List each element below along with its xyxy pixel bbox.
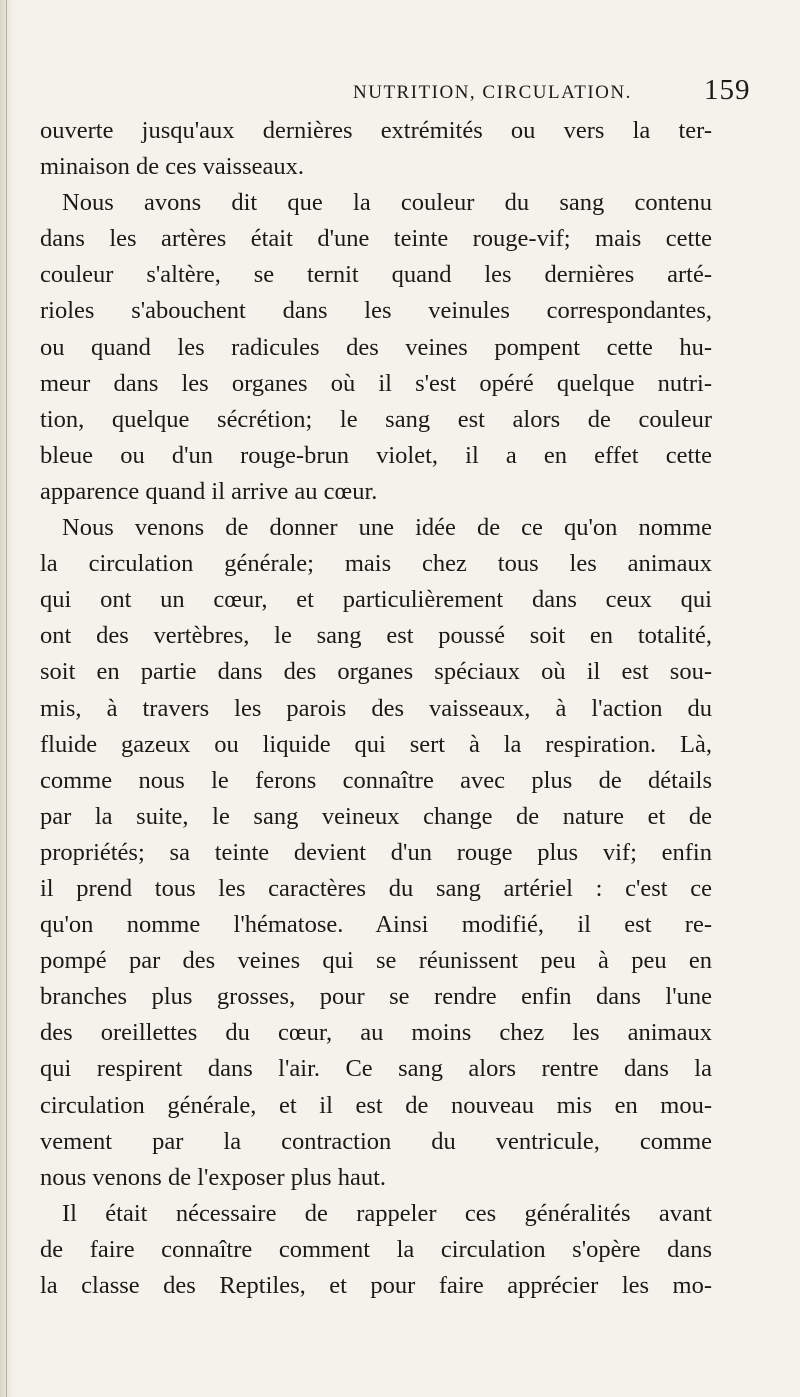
text-line: Nous avons dit que la couleur du sang contenu bbox=[62, 189, 712, 217]
text-line: branches plus grosses, pour se rendre enfin dans l'une bbox=[40, 983, 712, 1011]
text-line: ou quand les radicules des veines pompent cette hu- bbox=[40, 333, 712, 361]
text-line: il prend tous les caractères du sang artériel : c'est ce bbox=[40, 874, 712, 902]
text-line: circulation générale, et il est de nouveau mis en mou- bbox=[40, 1091, 712, 1119]
text-line: qui ont un cœur, et particulièrement dans ceux qui bbox=[40, 586, 712, 614]
text-line: Nous venons de donner une idée de ce qu'on nomme bbox=[62, 514, 712, 542]
text-line: fluide gazeux ou liquide qui sert à la respiration. Là, bbox=[40, 730, 712, 758]
text-line: la circulation générale; mais chez tous les animaux bbox=[40, 550, 712, 578]
text-line: de faire connaître comment la circulation s'opère dans bbox=[40, 1235, 712, 1263]
text-line: pompé par des veines qui se réunissent peu à peu en bbox=[40, 947, 712, 975]
running-title: NUTRITION, CIRCULATION. bbox=[353, 82, 632, 103]
text-line: Il était nécessaire de rappeler ces généralités avant bbox=[62, 1199, 712, 1227]
text-line: mis, à travers les parois des vaisseaux, à l'action du bbox=[40, 694, 712, 722]
text-line: rioles s'abouchent dans les veinules correspondantes, bbox=[40, 297, 712, 325]
text-line: par la suite, le sang veineux change de nature et de bbox=[40, 802, 712, 830]
text-line: comme nous le ferons connaître avec plus de détails bbox=[40, 766, 712, 794]
text-line: couleur s'altère, se ternit quand les dernières arté- bbox=[40, 261, 712, 289]
text-line: dans les artères était d'une teinte rouge-vif; mais cette bbox=[40, 225, 712, 253]
text-line: vement par la contraction du ventricule, comme bbox=[40, 1127, 712, 1155]
page-number: 159 bbox=[704, 74, 751, 106]
text-line: qui respirent dans l'air. Ce sang alors rentre dans la bbox=[40, 1055, 712, 1083]
binding-line bbox=[6, 0, 7, 1397]
text-line: apparence quand il arrive au cœur. bbox=[40, 477, 378, 505]
text-line: ouverte jusqu'aux dernières extrémités ou vers la ter- bbox=[40, 117, 712, 144]
text-line: la classe des Reptiles, et pour faire apprécier les mo- bbox=[40, 1272, 712, 1299]
page-binding-edge bbox=[0, 0, 14, 1397]
text-line: bleue ou d'un rouge-brun violet, il a en effet cette bbox=[40, 441, 712, 469]
text-line: ont des vertèbres, le sang est poussé soit en totalité, bbox=[40, 622, 712, 650]
body-text bbox=[40, 113, 712, 1304]
text-line: soit en partie dans des organes spéciaux où il est sou- bbox=[40, 658, 712, 686]
text-line: tion, quelque sécrétion; le sang est alors de couleur bbox=[40, 405, 712, 433]
text-line: meur dans les organes où il s'est opéré quelque nutri- bbox=[40, 369, 712, 397]
text-line: propriétés; sa teinte devient d'un rouge plus vif; enfin bbox=[40, 838, 712, 866]
text-line: des oreillettes du cœur, au moins chez les animaux bbox=[40, 1019, 712, 1047]
text-line: qu'on nomme l'hématose. Ainsi modifié, il est re- bbox=[40, 911, 712, 939]
text-line: nous venons de l'exposer plus haut. bbox=[40, 1163, 387, 1191]
text-line: minaison de ces vaisseaux. bbox=[40, 153, 304, 181]
